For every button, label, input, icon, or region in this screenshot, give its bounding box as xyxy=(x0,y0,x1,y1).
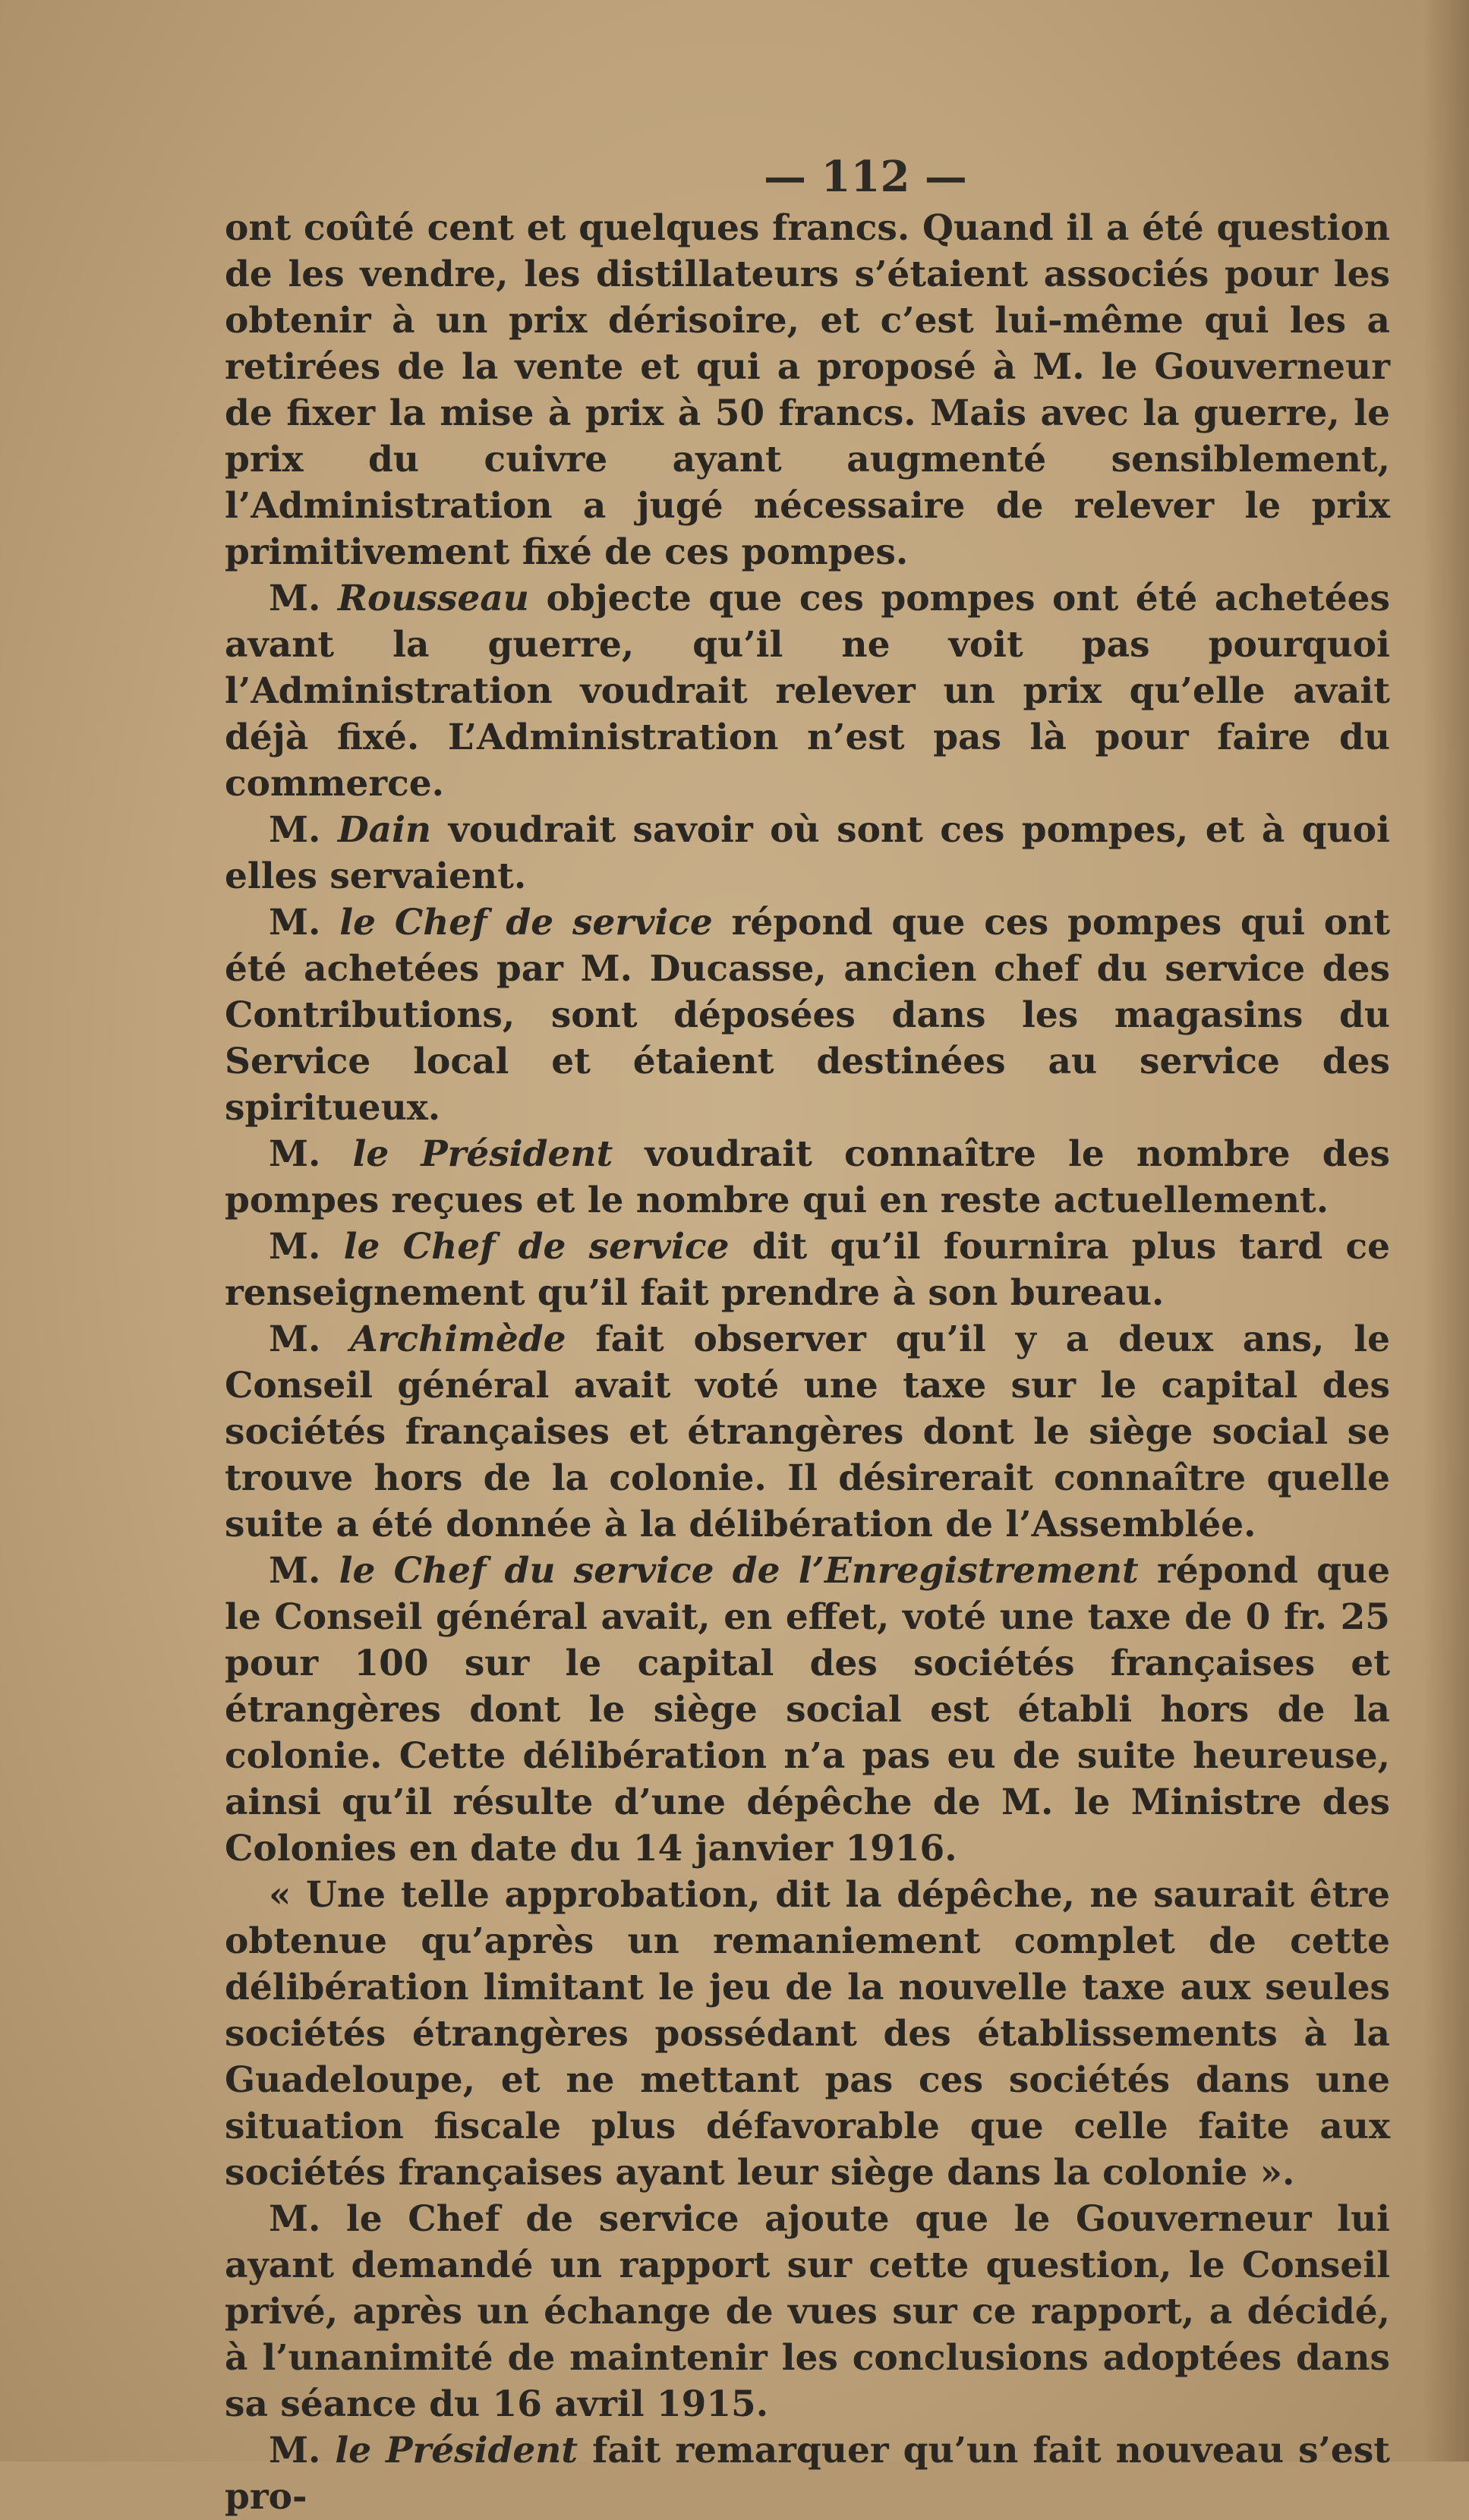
paragraph: « Une telle approbation, dit la dépêche, ne saurait être obtenue qu’après un remaniement complet de cette délibération limitant le jeu de la nouvelle taxe aux seules sociétés étrangères possédant des établissements à la Guadeloupe, et ne mettant pas ces sociétés dans une situation fiscale plus défavorable que celle faite aux sociétés françaises ayant leur siège dans la colonie ». xyxy=(225,1874,1390,2194)
speaker-name: Archimède xyxy=(350,1318,566,1360)
paragraph: M. le Chef du service de l’Enregistrement répond que le Conseil général avait, en effet, voté une taxe de 0 fr. 25 pour 100 sur le capital des sociétés françaises et étrangères dont le siège social est établi hors de la colonie. Cette délibération n’a pas eu de suite heureuse, ainsi qu’il résulte d’une dépêche de M. le Ministre des Colonies en date du 14 janvier 1916. xyxy=(225,1550,1391,1870)
paragraph: M. Archimède fait observer qu’il y a deux ans, le Conseil général avait voté une taxe sur le capital des sociétés françaises et étrangères dont le siège social se trouve hors de la colonie. Il désirerait connaître quelle suite a été donnée à la délibération de l’Assemblée. xyxy=(225,1318,1390,1545)
paragraph: M. le Chef de service ajoute que le Gouverneur lui ayant demandé un rapport sur cette question, le Conseil privé, après un échange de vues sur ce rapport, a décidé, à l’unanimité de maintenir les conclusions adoptées dans sa séance du 16 avril 1915. xyxy=(225,2198,1390,2425)
speaker-name: le Président xyxy=(352,1133,613,1175)
paragraph: M. Rousseau objecte que ces pompes ont été achetées avant la guerre, qu’il ne voit pas pourquoi l’Administration voudrait relever un prix qu’elle avait déjà fixé. L’Administration n’est pas là pour faire du commerce. xyxy=(225,578,1390,805)
speaker-name: le Chef du service de l’Enregistrement xyxy=(339,1550,1139,1592)
paragraph: M. le Président voudrait connaître le nombre des pompes reçues et le nombre qui en reste actuellement. xyxy=(225,1133,1390,1221)
body-text xyxy=(225,205,1390,2520)
paragraph: ont coûté cent et quelques francs. Quand il a été question de les vendre, les distillateurs s’étaient associés pour les obtenir à un prix dérisoire, et c’est lui-même qui les a retirées de la vente et qui a proposé à M. le Gouverneur de fixer la mise à prix à 50 francs. Mais avec la guerre, le prix du cuivre ayant augmenté sensiblement, l’Administration a jugé nécessaire de relever le prix primitivement fixé de ces pompes. xyxy=(225,207,1390,573)
speaker-name: le Chef de service xyxy=(339,902,713,943)
page-number: — 112 — xyxy=(764,152,967,202)
speaker-name: le Chef de service xyxy=(343,1226,730,1268)
speaker-name: Dain xyxy=(337,809,432,851)
paragraph: M. le Chef de service dit qu’il fournira plus tard ce renseignement qu’il fait prendre à son bureau. xyxy=(225,1226,1390,1314)
paragraph: M. le Chef de service répond que ces pompes qui ont été achetées par M. Ducasse, ancien chef du service des Contributions, sont déposées dans les magasins du Service local et étaient destinées au service des spiritueux. xyxy=(225,902,1390,1129)
speaker-name: Rousseau xyxy=(337,578,529,619)
speaker-name: le Président xyxy=(335,2430,578,2471)
paragraph: M. le Président fait remarquer qu’un fait nouveau s’est pro- xyxy=(225,2430,1390,2518)
paragraph: M. Dain voudrait savoir où sont ces pompes, et à quoi elles servaient. xyxy=(225,809,1390,897)
